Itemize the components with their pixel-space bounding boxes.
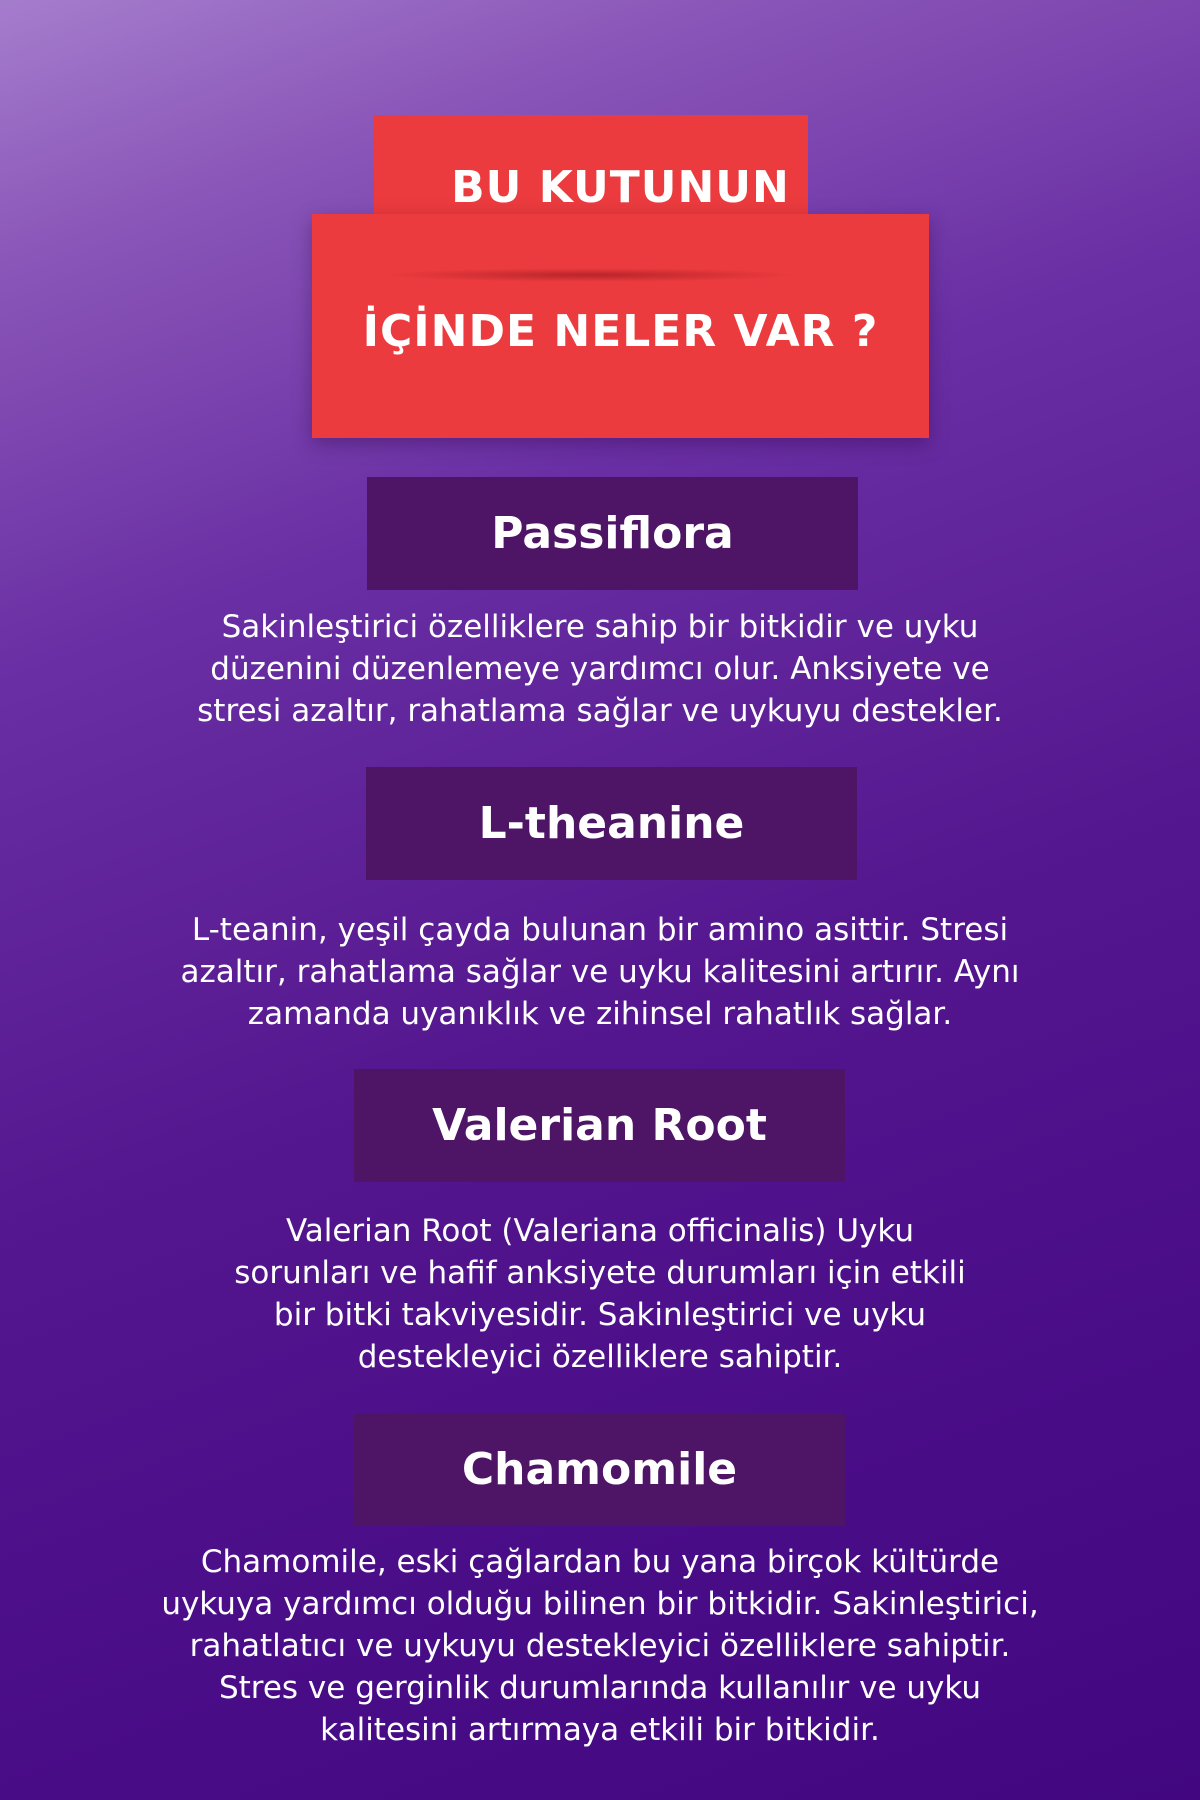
section-heading-passiflora: [367, 477, 858, 590]
description-line: bir bitki takviyesidir. Sakinleştirici ve uyku: [273, 1297, 927, 1333]
section-heading-label: Passiflora: [491, 508, 734, 559]
section-heading-chamomile: [354, 1413, 845, 1526]
section-heading-valerian-root: [354, 1069, 845, 1182]
section-heading-label: Valerian Root: [432, 1100, 767, 1151]
description-line: L-teanin, yeşil çayda bulunan bir amino asittir. Stresi: [191, 912, 1009, 948]
title-badge-shadow: [380, 268, 800, 282]
description-line: destekleyici özelliklere sahiptir.: [357, 1339, 843, 1375]
description-line: düzenini düzenlemeye yardımcı olur. Anksiyete ve: [210, 651, 990, 687]
title-line-2: İÇİNDE NELER VAR ?: [362, 306, 879, 357]
description-line: stresi azaltır, rahatlama sağlar ve uykuyu destekler.: [197, 693, 1003, 729]
description-line: kalitesini artırmaya etkili bir bitkidir.: [320, 1712, 880, 1748]
description-line: Valerian Root (Valeriana officinalis) Uyku: [285, 1213, 915, 1249]
description-line: Sakinleştirici özelliklere sahip bir bitkidir ve uyku: [221, 609, 979, 645]
section-heading-l-theanine: [366, 767, 857, 880]
description-line: uykuya yardımcı olduğu bilinen bir bitkidir. Sakinleştirici,: [161, 1586, 1039, 1622]
section-description-valerian-root: [100, 1210, 1100, 1378]
description-line: zamanda uyanıklık ve zihinsel rahatlık sağlar.: [247, 996, 953, 1032]
section-description-passiflora: [100, 606, 1100, 732]
section-description-l-theanine: [100, 909, 1100, 1035]
title-line-1: BU KUTUNUN: [451, 162, 790, 213]
section-heading-label: Chamomile: [461, 1444, 738, 1495]
section-description-chamomile: [100, 1541, 1100, 1751]
description-line: sorunları ve hafif anksiyete durumları için etkili: [234, 1255, 966, 1291]
section-heading-label: L-theanine: [478, 798, 745, 849]
description-line: Chamomile, eski çağlardan bu yana birçok kültürde: [200, 1544, 1000, 1580]
description-line: Stres ve gerginlik durumlarında kullanılır ve uyku: [218, 1670, 982, 1706]
description-line: rahatlatıcı ve uykuyu destekleyici özelliklere sahiptir.: [189, 1628, 1011, 1664]
description-line: azaltır, rahatlama sağlar ve uyku kalitesini artırır. Aynı: [180, 954, 1020, 990]
